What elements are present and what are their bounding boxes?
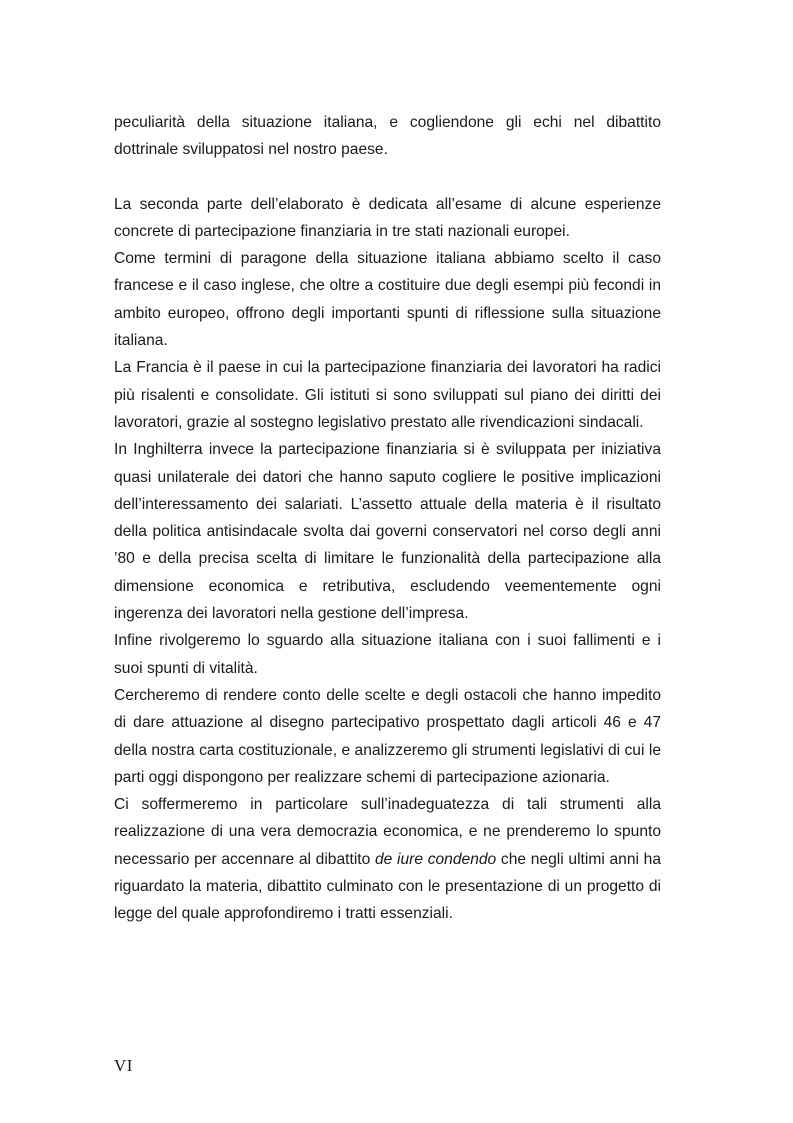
paragraph-8-text-end: che negli ultimi anni ha riguardato la materia, dibattito culminato con le presentazione di un progetto di legge del quale approfondiremo i tratti essenziali. [114, 850, 661, 923]
paragraph-8 [114, 791, 661, 927]
paragraph-5: In Inghilterra invece la partecipazione finanziaria si è sviluppata per iniziativa quasi unilaterale dei datori che hanno saputo cogliere le positive implicazioni dell’interessamento dei salariati. L’assetto attuale della materia è il risultato della politica antisindacale svolta dai governi conservatori nel corso degli anni ’80 e della precisa scelta di limitare le funzionalità della partecipazione alla dimensione economica e retributiva, escludendo veementemente ogni ingerenza dei lavoratori nella gestione dell’impresa. [114, 441, 661, 623]
paragraph-8-text-start: Ci soffermeremo in particolare sull’inadeguatezza di tali strumenti alla realizzazione di una vera democrazia economica, e ne prenderemo lo spunto necessario per accennare al dibattito [114, 796, 661, 868]
paragraph-4: La Francia è il paese in cui la partecipazione finanziaria dei lavoratori ha radici più risalenti e consolidate. Gli istituti si sono sviluppati sul piano dei diritti dei lavoratori, grazie al sostegno legislativo prestato alle rivendicazioni sindacali. [114, 359, 661, 431]
page-number: VI [114, 1056, 133, 1075]
paragraph-gap [114, 164, 661, 191]
latin-phrase: de iure condendo [374, 850, 497, 868]
page-body [114, 109, 661, 928]
paragraph-7: Cercheremo di rendere conto delle scelte e degli ostacoli che hanno impedito di dare attuazione al disegno partecipativo prospettato dagli articoli 46 e 47 della nostra carta costituzionale, e analizzeremo gli strumenti legislativi di cui le parti oggi dispongono per realizzare schemi di partecipazione azionaria. [114, 686, 661, 786]
paragraph-2: La seconda parte dell’elaborato è dedicata all’esame di alcune esperienze concrete di partecipazione finanziaria in tre stati nazionali europei. [114, 195, 661, 240]
paragraph-3: Come termini di paragone della situazione italiana abbiamo scelto il caso francese e il caso inglese, che oltre a costituire due degli esempi più fecondi in ambito europeo, offrono degli importanti spunti di riflessione sulla situazione italiana. [114, 250, 661, 350]
paragraph-6: Infine rivolgeremo lo sguardo alla situazione italiana con i suoi fallimenti e i suoi spunti di vitalità. [114, 632, 661, 677]
paragraph-1: peculiarità della situazione italiana, e cogliendone gli echi nel dibattito dottrinale sviluppatosi nel nostro paese. [114, 114, 661, 159]
